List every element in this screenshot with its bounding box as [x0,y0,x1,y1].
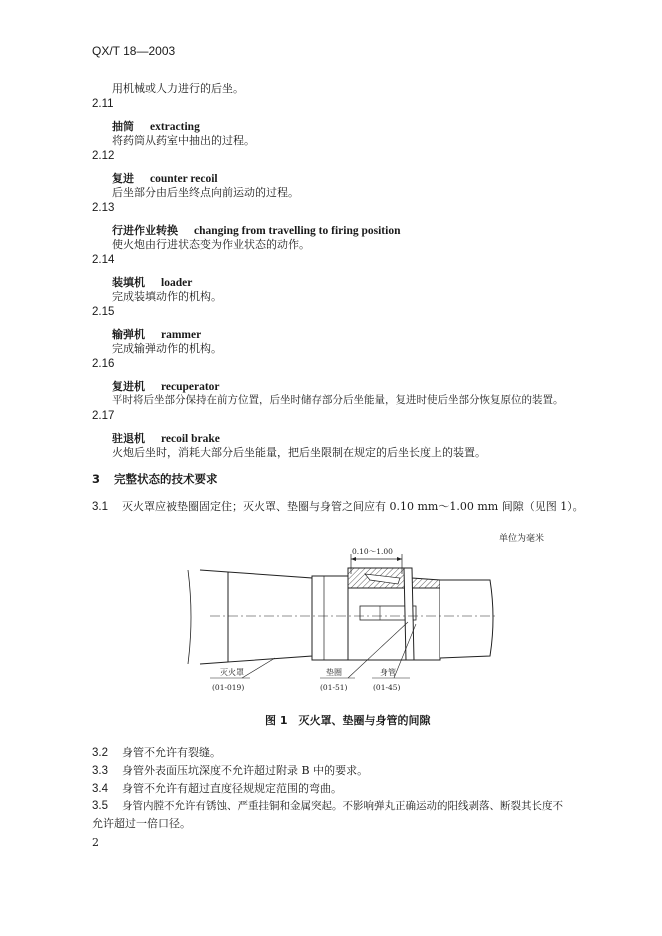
term-en: changing from travelling to firing position [194,225,401,237]
clause [92,798,563,813]
section-title: 完整状态的技术要求 [114,472,218,486]
label-washer-code: (01-51) [320,683,348,692]
label-barrel: 身管 [380,668,396,677]
entry-number: 2.14 [92,254,115,266]
clause-text: 身管内膛不允许有锈蚀、严重挂铜和金属突起。不影响弹丸正确运动的阳线剥落、断裂其长度不 [122,800,563,812]
unit-note: 单位为毫米 [499,534,545,544]
figure-caption: 图 1 灭火罩、垫圈与身管的间隙 [265,714,431,727]
clause-number: 3.3 [92,765,108,777]
term-definition: 使火炮由行进状态变为作业状态的动作。 [112,238,310,251]
section-heading [92,471,218,487]
term-zh: 装填机 [112,276,145,289]
term-zh: 行进作业转换 [112,224,178,237]
entry-number: 2.11 [92,98,114,110]
term-zh: 复进机 [112,380,145,393]
entry-number: 2.17 [92,410,115,422]
entry-number: 2.13 [92,202,115,214]
term-en: recoil brake [161,433,220,445]
clause-number: 3.5 [92,800,108,812]
clause [92,780,342,796]
term-definition: 后坐部分由后坐终点向前运动的过程。 [112,186,299,199]
clause-text: 身管不允许有裂缝。 [122,746,221,759]
term-en: rammer [161,329,202,341]
term-zh: 抽筒 [112,120,134,133]
entry-number: 2.16 [92,358,115,370]
clause [92,744,221,760]
clause [92,498,584,514]
clause [92,762,368,778]
clause-number: 3.1 [92,501,108,513]
term-definition: 将药筒从药室中抽出的过程。 [112,134,255,147]
term-definition: 平时将后坐部分保持在前方位置，后坐时储存部分后坐能量，复进时使后坐部分恢复原位的装置。 [112,394,564,406]
label-flash-suppressor: 灭火罩 [220,668,244,677]
page-number: 2 [92,836,99,849]
intro-line: 用机械或人力进行的后坐。 [112,82,244,95]
entry-number: 2.15 [92,306,115,318]
clause-number: 3.4 [92,783,108,795]
clause-text: 身管外表面压坑深度不允许超过附录 B 中的要求。 [122,764,369,777]
section-number: 3 [92,472,101,486]
entry-number: 2.12 [92,150,115,162]
term-zh: 驻退机 [112,432,145,445]
clause-text: 灭火罩应被垫圈固定住；灭火罩、垫圈与身管之间应有 0.10 mm～1.00 mm 间隙（见图 1）。 [122,500,584,513]
clause-continuation: 允许超过一倍口径。 [92,817,191,830]
clause-number: 3.2 [92,747,108,759]
label-flash-suppressor-code: (01-019) [212,683,245,692]
term-en: recuperator [161,381,220,393]
term-en: counter recoil [150,173,218,185]
standard-code: QX/T 18—2003 [92,44,176,58]
label-barrel-code: (01-45) [373,683,401,692]
term-en: loader [161,277,193,289]
term-zh: 输弹机 [112,328,145,341]
term-zh: 复进 [112,172,134,185]
clause-text: 身管不允许有超过直度径规规定范围的弯曲。 [122,782,342,795]
figure-1-drawing [180,538,500,698]
label-washer: 垫圈 [326,668,342,677]
term-definition: 完成装填动作的机构。 [112,290,222,303]
term-definition: 火炮后坐时，消耗大部分后坐能量，把后坐限制在规定的后坐长度上的装置。 [112,446,486,459]
dimension-label: 0.10～1.00 [352,547,393,556]
term-en: extracting [150,121,200,133]
term-definition: 完成输弹动作的机构。 [112,342,222,355]
